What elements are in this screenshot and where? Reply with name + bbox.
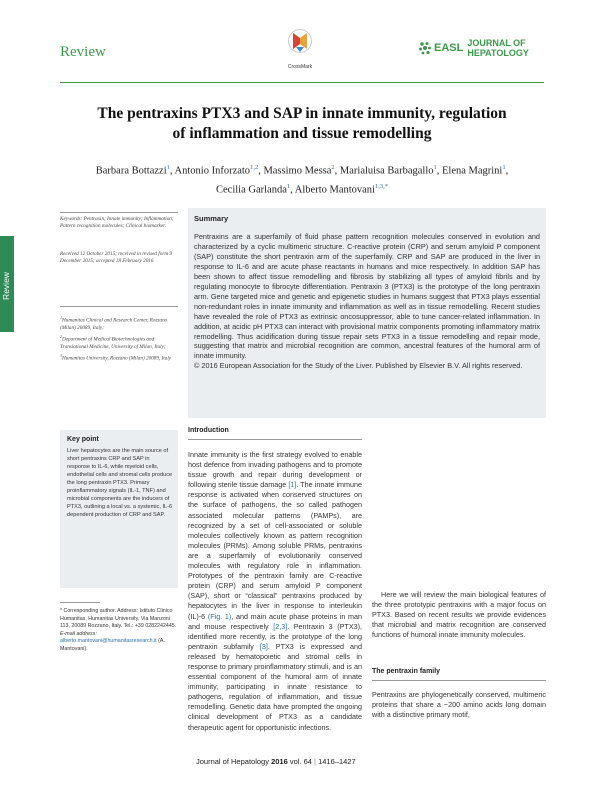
- page-footer: [196, 757, 356, 766]
- author-name[interactable]: Antonio Inforzato: [174, 165, 251, 177]
- affiliation-number: 3: [60, 352, 62, 358]
- body-text: , and main acute phase proteins in man and mouse respectively: [188, 611, 362, 631]
- affiliation-item: [60, 352, 178, 363]
- section-divider: [188, 439, 362, 440]
- affiliation-text: Humanitas University, Rozzano (Milan) 20089, Italy: [62, 355, 172, 362]
- pentraxin-family-heading: The pentraxin family: [372, 668, 441, 675]
- body-text: . Pentraxin 3 (PTX3), identified more recently, is the prototype of the long pentraxin subfamily: [188, 621, 362, 651]
- author-name[interactable]: Cecilia Garlanda: [216, 184, 287, 195]
- reference-link[interactable]: [2,3]: [273, 621, 288, 631]
- key-point-box: [60, 430, 178, 588]
- affiliation-text: Humanitas Clinical and Research Center, Rozzano (Milan) 20089, Italy;: [60, 317, 168, 331]
- email-link[interactable]: alberto.mantovani@humanitasresearch.it: [60, 638, 157, 645]
- author-affiliation[interactable]: 1: [166, 164, 170, 171]
- footer-pages: 1416–1427: [318, 757, 356, 766]
- title-line2: of inflammation and tissue remodelling: [172, 125, 432, 142]
- introduction-heading: Introduction: [188, 427, 229, 434]
- author-affiliation[interactable]: 1,3,*: [374, 182, 388, 190]
- author-affiliation[interactable]: 1: [433, 164, 437, 171]
- affiliation-number: 2: [60, 333, 62, 339]
- crossmark-label: CrossMark: [287, 64, 313, 70]
- reference-link[interactable]: [3]: [259, 641, 268, 651]
- journal-name: [467, 38, 529, 58]
- crossmark-logo[interactable]: [278, 28, 322, 70]
- left-column-divider: [60, 306, 178, 307]
- easl-label: EASL: [434, 42, 464, 54]
- body-text: . The innate immune response is activated when conserved structures on the surface of pathogens, the so called pathogen associated molecular patterns (PAMPs), are recognized by a set of cell-associated or soluble molecules collectively known as pattern recognition molecules (PRMs). Among soluble PRMs, pentraxins are a superfamily of evolutionarily conserved molecules with regulatory role in inflammation. Prototypes of the pentraxin family are C-reactive protein (CRP) and serum amyloid P component (SAP), short or “classical” pentraxins produced by hepatocytes in the liver in response to interleukin (IL)-6: [188, 480, 363, 621]
- summary-text: Pentraxins are a superfamily of fluid phase pattern recognition molecules conserved in evolution and characterized by a cyclic multimeric structure. C-reactive protein (CRP) and serum amyloid P component (SAP) constitute the short pentraxin arm of the superfamily. CRP and SAP are produced in the liver in response to IL-6 and are acute phase reactants in humans and mice respectively. In addition SAP has been shown to affect tissue remodelling and fibrosis by stabilizing all types of amyloid fibrils and by regulating monocyte to fibrocyte differentiation. Pentraxin 3 (PTX3) is the prototype of the long pentraxin arm. Gene targeted mice and genetic and epigenetic studies in humans suggest that PTX3 plays essential non-redundant roles in innate immunity and inflammation as well as in tissue remodelling. Recent studies have revealed the role of PTX3 as extrinsic oncosuppressor, able to tune cancer-related inflammation. In addition, at acidic pH PTX3 can interact with provisional matrix components promoting inflammatory matrix remodelling. Thus acidification during tissue repair sets PTX3 in a tissue remodelling and repair mode, suggesting that matrix and microbial recognition are common, ancestral features of the humoral arm of innate immunity.: [194, 232, 540, 361]
- author-name[interactable]: Massimo Messa: [263, 165, 332, 177]
- email-suffix: (A. Mantovani).: [60, 638, 165, 652]
- body-text: Innate immunity is the first strategy evolved to enable host defence from invading pathogens and to promote tissue growth and repair during development or following sterile tissue damage: [188, 450, 362, 490]
- section-divider: [372, 680, 546, 681]
- summary-title: Summary: [194, 214, 229, 223]
- body-text: . PTX3 is expressed and released by hematopoietic and stromal cells in response to primary proinflammatory stimuli, and is an essential component of the humoral arm of innate immunity, participating in innate resistance to pathogens, regulation of inflammation, and tissue remodelling. Genetic data have prompted the ongoing clinical development of PTX3 as a candidate therapeutic agent for opportunistic infections.: [188, 641, 362, 732]
- affiliation-item: [60, 333, 178, 351]
- corresponding-address: * Corresponding author. Address: Istituto Clinico Humanitas, Humanitas University, Via Manzoni 113, 20089 Rozzano, Italy. Tel.: +39 0282242445.: [60, 608, 177, 630]
- corresponding-author: [60, 608, 178, 654]
- reference-link[interactable]: [1]: [288, 480, 297, 490]
- email-label: E-mail address:: [60, 630, 97, 637]
- key-point-text: Liver hepatocytes are the main source of short pentraxins CRP and SAP in response to IL-6, while myeloid cells, endothelial cells and stromal cells produce the long pentraxin PTX3. Primary proinflammatory signals (IL-1, TNF) and microbial components are the inducers of PTX3, outlining a local vs. a systemic, IL-6 dependent production of CRP and SAP.: [67, 448, 173, 518]
- author-list: Barbara Bottazzi$^1$, Antonio Inforzato$^{1,2}$, Massimo Messa$^2$, Marialuisa Barbagallo$^1$, Elena Magrini$^1$, Cecilia Garlanda$^1$, Alberto Mantovani$^{1,3,*}$: [95, 164, 509, 195]
- keywords: Keywords: Pentraxin; Innate immunity; Inflammation; Pattern recognition molecules; Clinical biomarker.: [60, 216, 174, 230]
- affiliation-item: [60, 314, 178, 332]
- journal-logo[interactable]: [418, 38, 529, 58]
- author-affiliation[interactable]: 1,2: [250, 164, 259, 171]
- easl-dots-icon: [418, 41, 432, 55]
- affiliations: [60, 314, 178, 364]
- body-paragraph: Here we will review the main biological features of the three prototypic pentraxins with a major focus on PTX3. Based on recent results we provide evidences that microbial and matrix recognition are conserved functions of humoral innate immunity molecules.: [372, 590, 546, 640]
- body-paragraph: Pentraxins are phylogenetically conserved, multimeric proteins that share a ~200 amino acids long domain with a distinctive primary motif,: [372, 690, 546, 720]
- footer-separator: |: [314, 757, 316, 766]
- author-affiliation[interactable]: 2: [331, 164, 335, 171]
- footer-year: 2016: [271, 757, 288, 766]
- author-affiliation[interactable]: 1: [286, 182, 291, 190]
- author-name[interactable]: Marialuisa Barbagallo: [339, 165, 434, 177]
- footnote-divider: [60, 602, 100, 603]
- pentraxin-family-paragraph: [372, 690, 546, 720]
- introduction-paragraph-1: [188, 450, 362, 733]
- journal-name-line1: JOURNAL OF: [467, 38, 526, 48]
- title-line1: The pentraxins PTX3 and SAP in innate immunity, regulation: [97, 105, 507, 122]
- author-name[interactable]: Alberto Mantovani: [294, 184, 375, 195]
- left-column-divider: [60, 212, 178, 213]
- section-label: Review: [60, 44, 106, 60]
- crossmark-icon: [287, 28, 313, 58]
- summary-box: [188, 208, 546, 418]
- side-tab-label: Review: [1, 272, 11, 300]
- paper-title: [60, 104, 544, 144]
- key-point-title: Key point: [67, 436, 99, 443]
- author-name[interactable]: Barbara Bottazzi: [95, 165, 167, 177]
- footer-journal: Journal of Hepatology: [196, 757, 269, 766]
- affiliation-number: 1: [60, 315, 62, 320]
- header-divider: [60, 82, 544, 83]
- body-paragraph: [188, 450, 362, 733]
- introduction-paragraph-2: [372, 590, 546, 640]
- summary-copyright: © 2016 European Association for the Study of the Liver. Published by Elsevier B.V. All rights reserved.: [194, 361, 523, 371]
- author-name[interactable]: Elena Magrini: [442, 165, 503, 177]
- figure-link[interactable]: (Fig. 1): [207, 611, 232, 621]
- affiliation-text: Department of Medical Biotechnologies and Translational Medicine, University of Milan, Italy;: [60, 336, 166, 350]
- journal-name-line2: HEPATOLOGY: [467, 48, 529, 58]
- author-affiliation[interactable]: 1: [502, 164, 506, 171]
- footer-volume: vol. 64: [289, 757, 312, 766]
- received-dates: Received 12 October 2015; received in revised form 9 December 2015; accepted 18 February 2016: [60, 251, 172, 265]
